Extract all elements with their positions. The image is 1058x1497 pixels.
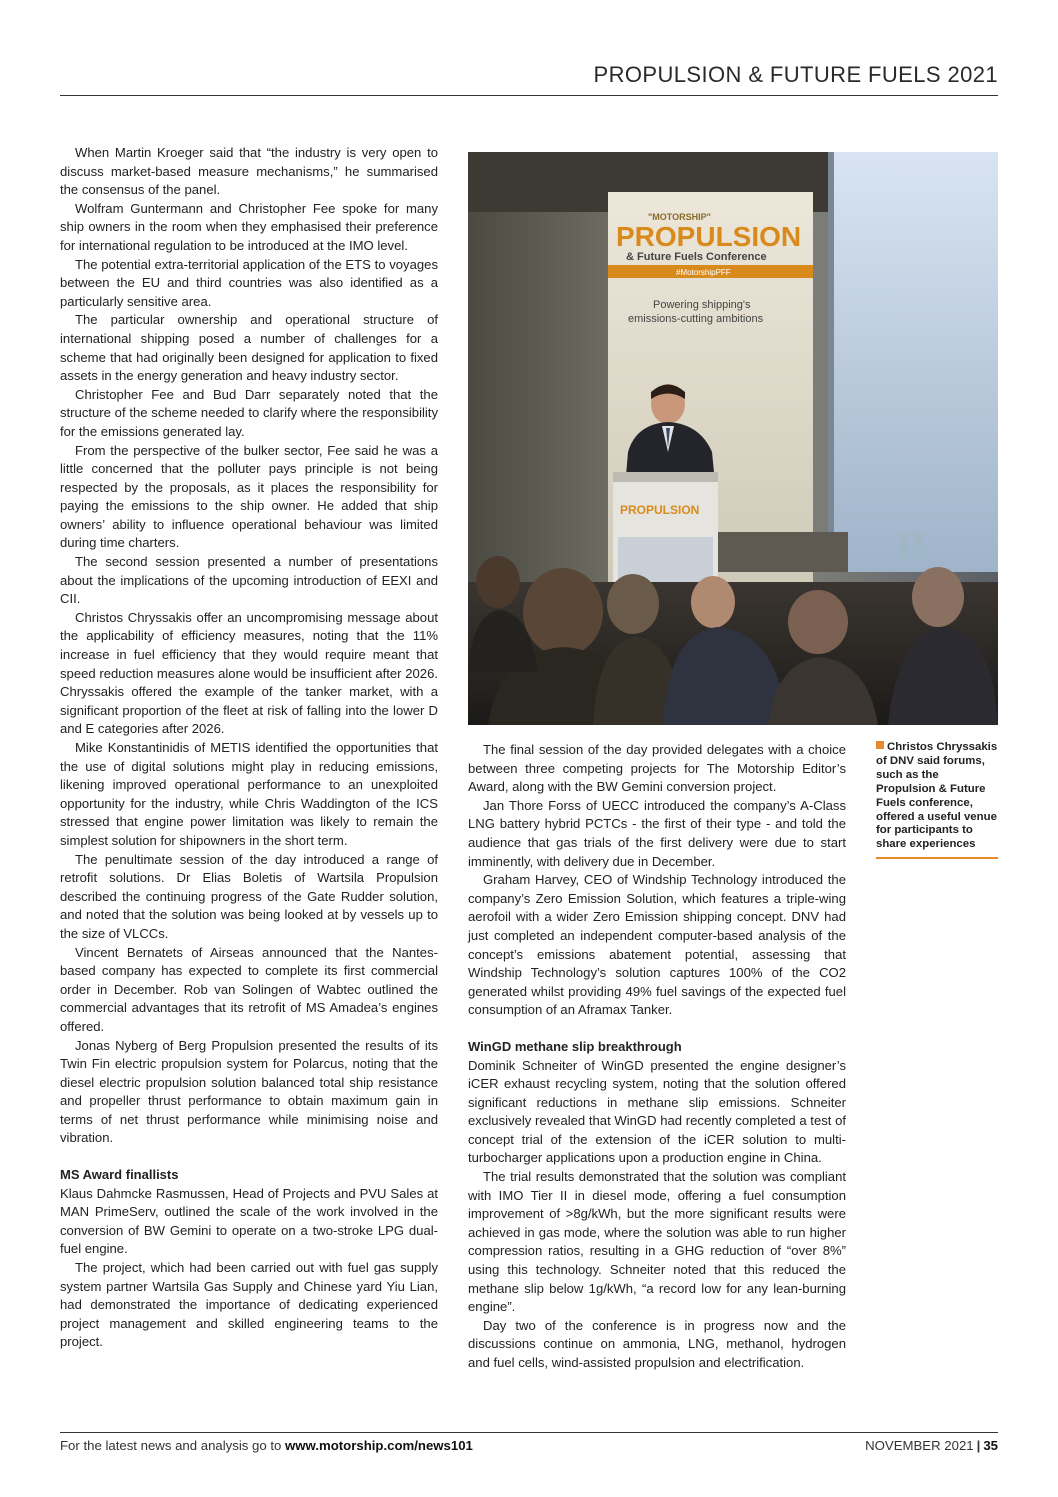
body-paragraph: Mike Konstantinidis of METIS identified the opportunities that the use of digital solutions might play in reducing emissions, likening improved operational performance to an unexploited opportunity for the industry, while Chris Waddington of the ICS stressed that engine power limitation was likely to remain the simplest solution for shipowners in the short term.	[60, 740, 438, 848]
left-paragraphs-a	[60, 144, 438, 1148]
body-paragraph: Christos Chryssakis offer an uncompromising message about the applicability of efficiency measures, noting that the 11% increase in fuel efficiency that they would require meant that speed reduction measures alone would be insufficient after 2026. Chryssakis offered the example of the tanker market, with a significant proportion of the fleet at risk of falling into the lower D and E categories after 2026.	[60, 609, 438, 737]
photo-caption	[876, 741, 998, 859]
subheading-wingd: WinGD methane slip breakthrough	[468, 1038, 682, 1054]
banner-brand: "MOTORSHIP"	[648, 212, 711, 222]
body-paragraph: Graham Harvey, CEO of Windship Technology introduced the company’s Zero Emission Solution, which features a triple-wing aerofoil with a wider Zero Emission shipping concept. DNV had just completed an independent computer-based analysis of the concept’s emissions abatement potential, assessing that Windship Technology’s solution captures 100% of the CO2 generated whilst providing 49% fuel savings of the expected fuel consumption of an Aframax Tanker.	[468, 872, 846, 1018]
footer-issue	[865, 1438, 998, 1453]
body-paragraph: Jan Thore Forss of UECC introduced the company’s A-Class LNG battery hybrid PCTCs - the first of their type - and told the audience that gas trials of the first delivery were due to start imminently, with delivery due in December.	[468, 797, 846, 869]
body-paragraph: Christopher Fee and Bud Darr separately noted that the structure of the scheme needed to clarify where the responsibility for the emissions generated lay.	[60, 386, 438, 439]
body-paragraph: The trial results demonstrated that the solution was compliant with IMO Tier II in diesel mode, offering a fuel consumption improvement of >8g/kWh, but the more significant results were achieved in gas mode, where the solution was able to run higher compression ratios, resulting in a GHG reduction of “over 8%” using this technology. Schneiter noted that this reduced the methane slip below 1g/kWh, “a record low for any lean-burning engine”.	[468, 1169, 846, 1315]
banner-tagline-2: emissions-cutting ambitions	[628, 313, 764, 325]
issue-date: NOVEMBER 2021	[865, 1438, 974, 1453]
footer-url-link[interactable]: www.motorship.com/news101	[285, 1438, 473, 1453]
page-number: 35	[983, 1438, 998, 1453]
header-divider	[60, 95, 998, 96]
left-text-column	[60, 144, 438, 1352]
body-paragraph: Day two of the conference is in progress now and the discussions continue on ammonia, LNG, methanol, hydrogen and fuel cells, wind-assisted propulsion and electrification.	[468, 1317, 846, 1370]
conference-photo	[468, 152, 998, 725]
banner-title: PROPULSION	[616, 221, 802, 252]
footer-prefix: For the latest news and analysis go to	[60, 1438, 286, 1453]
subheading-ms-award: MS Award finallists	[60, 1167, 179, 1183]
middle-paragraphs-a	[468, 741, 846, 1020]
body-paragraph: The project, which had been carried out with fuel gas supply system partner Wartsila Gas Supply and Chinese yard Yiu Lian, had demonstrated the importance of dedicating experienced project management and skilled engineering teams to the project.	[60, 1260, 438, 1350]
body-paragraph: Dominik Schneiter of WinGD presented the engine designer’s iCER exhaust recycling system, noting that the solution offered significant reductions in methane slip emissions. Schneiter exclusively revealed that WinGD had recently completed a test of concept trial of the extension of the iCER solution to multi-turbocharger applications upon a production engine in China.	[468, 1057, 846, 1166]
caption-text: Christos Chryssakis of DNV said forums, such as the Propulsion & Future Fuels conference, offered a useful venue for participants to share experiences	[876, 741, 998, 851]
banner-tagline-1: Powering shipping's	[653, 299, 751, 311]
footer-divider	[60, 1432, 998, 1433]
banner-hashtag: #MotorshipPFF	[676, 268, 731, 277]
body-paragraph: The particular ownership and operational structure of international shipping posed a number of challenges for a scheme that had originally been designed for application to fixed assets in the energy generation and heavy industry sector.	[60, 312, 438, 384]
footer-promo	[60, 1438, 473, 1453]
left-paragraphs-b	[60, 1185, 438, 1352]
caption-square-icon	[876, 741, 884, 749]
middle-text-column	[468, 741, 846, 1373]
body-paragraph: When Martin Kroeger said that “the industry is very open to discuss market-based measure mechanisms,” he summarised the consensus of the panel.	[60, 145, 438, 198]
footer-separator: |	[976, 1438, 981, 1453]
banner-subtitle: & Future Fuels Conference	[626, 251, 767, 263]
section-title: PROPULSION & FUTURE FUELS 2021	[593, 62, 998, 87]
middle-paragraphs-b	[468, 1057, 846, 1373]
body-paragraph: Jonas Nyberg of Berg Propulsion presented the results of its Twin Fin electric propulsion system for Polarcus, noting that the diesel electric propulsion solution balanced total ship resistance and propeller thrust performance to obtain maximum gain in terms of net thrust performance while minimising noise and vibration.	[60, 1037, 438, 1146]
podium-title: PROPULSION	[620, 503, 700, 517]
body-paragraph: Klaus Dahmcke Rasmussen, Head of Projects and PVU Sales at MAN PrimeServ, outlined the scale of the work involved in the conversion of BW Gemini to operate on a two-stroke LPG dual-fuel engine.	[60, 1185, 438, 1257]
body-paragraph: Wolfram Guntermann and Christopher Fee spoke for many ship owners in the room when they emphasised their preference for international regulation to be introduced at the IMO level.	[60, 200, 438, 253]
body-paragraph: The second session presented a number of presentations about the implications of the upcoming introduction of EEXI and CII.	[60, 554, 438, 607]
body-paragraph: From the perspective of the bulker sector, Fee said he was a little concerned that the polluter pays principle is not being respected by the proposals, as it places the responsibility for paying the emissions to the ship owner. He added that ship owners’ ability to influence operational behaviour was limited during time charters.	[60, 442, 438, 551]
body-paragraph: The final session of the day provided delegates with a choice between three competing projects for The Motorship Editor’s Award, along with the BW Gemini conversion project.	[468, 742, 846, 795]
body-paragraph: The penultimate session of the day introduced a range of retrofit solutions. Dr Elias Boletis of Wartsila Propulsion described the continuing progress of the Gate Rudder solution, and noted that the solution was being looked at by vessels up to the size of VLCCs.	[60, 851, 438, 941]
body-paragraph: Vincent Bernatets of Airseas announced that the Nantes-based company has expected to complete its first commercial order in December. Rob van Solingen of Wabtec outlined the commercial advantages that its retrofit of MS Amadea’s engines offered.	[60, 944, 438, 1034]
body-paragraph: The potential extra-territorial application of the ETS to voyages between the EU and third countries was also identified as a particularly sensitive area.	[60, 256, 438, 309]
